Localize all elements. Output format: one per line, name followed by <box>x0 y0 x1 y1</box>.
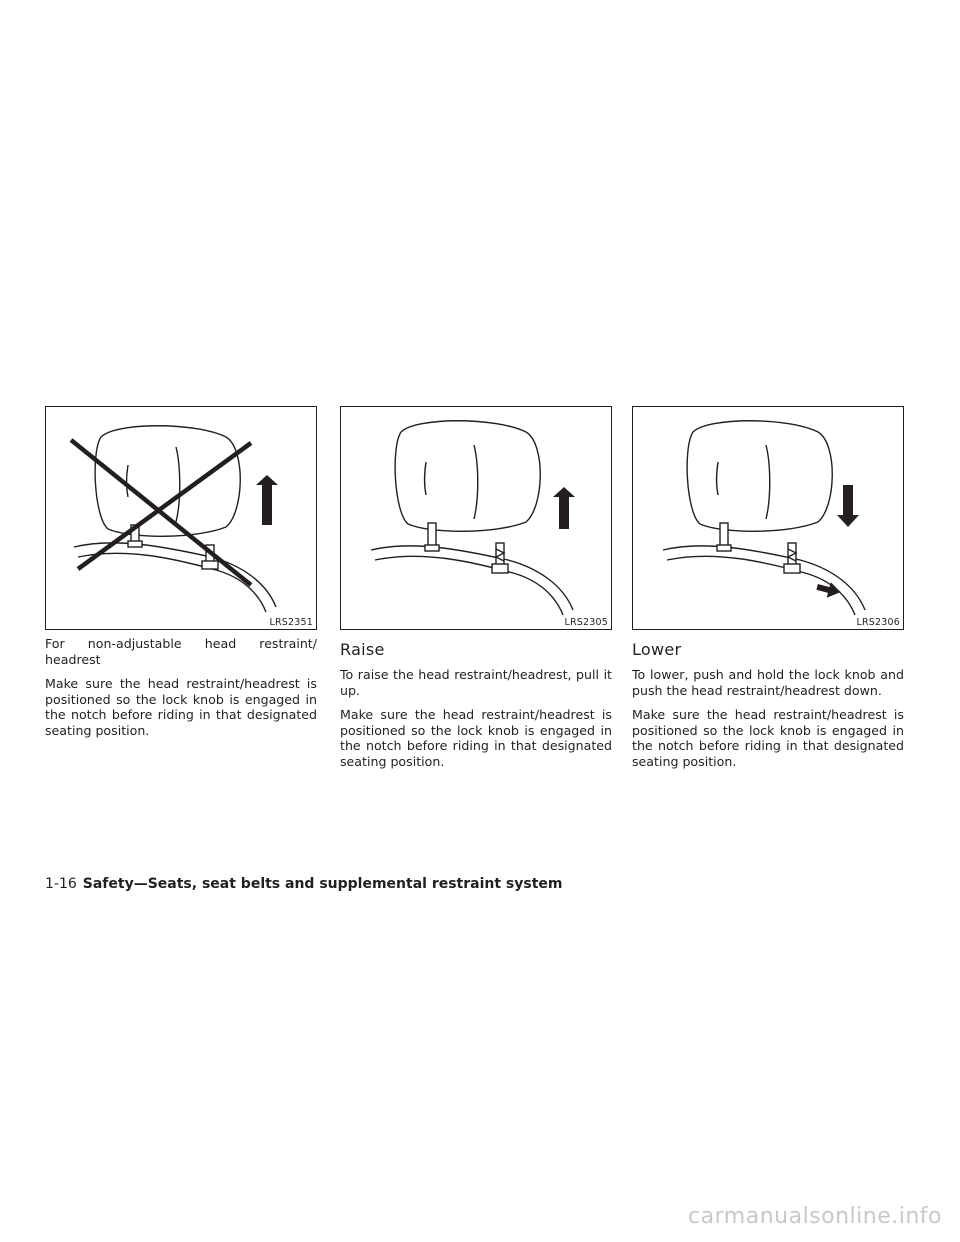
paragraph: To raise the head restraint/headrest, pull it up. <box>340 667 612 698</box>
section-title: Safety—Seats, seat belts and supplemental restraint system <box>82 876 563 892</box>
watermark: carmanualsonline.info <box>688 1204 942 1229</box>
caption-continued: headrest <box>45 651 101 667</box>
column-raise <box>340 406 612 778</box>
paragraph: Make sure the head restraint/headrest is positioned so the lock knob is engaged in the notch before riding in that designated seating position. <box>340 707 612 769</box>
column-lower <box>632 406 904 778</box>
headrest-illustration <box>46 407 316 629</box>
section-heading-raise: Raise <box>340 640 385 659</box>
headrest-illustration <box>341 407 611 629</box>
figure-code: LRS2305 <box>564 617 608 628</box>
page-number: 1-16 <box>45 876 77 892</box>
paragraph: Make sure the head restraint/headrest is positioned so the lock knob is engaged in the notch before riding in that designated seating position. <box>632 707 904 769</box>
paragraph: Make sure the head restraint/headrest is positioned so the lock knob is engaged in the notch before riding in that designated seating position. <box>45 676 317 738</box>
headrest-illustration <box>633 407 903 629</box>
figure-code: LRS2306 <box>856 617 900 628</box>
figure-lower-headrest <box>632 406 904 630</box>
arrow-up-icon <box>553 487 575 529</box>
figure-code: LRS2351 <box>269 617 313 628</box>
page-footer <box>45 876 563 892</box>
arrow-down-icon <box>837 485 859 527</box>
arrow-push-icon <box>815 579 842 601</box>
figure-non-adjustable-headrest <box>45 406 317 630</box>
section-heading-lower: Lower <box>632 640 682 659</box>
column-non-adjustable <box>45 406 317 747</box>
paragraph: To lower, push and hold the lock knob and push the head restraint/headrest down. <box>632 667 904 698</box>
figure-raise-headrest <box>340 406 612 630</box>
caption: For non-adjustable head restraint/ <box>45 636 317 651</box>
arrow-up-icon <box>256 475 278 525</box>
